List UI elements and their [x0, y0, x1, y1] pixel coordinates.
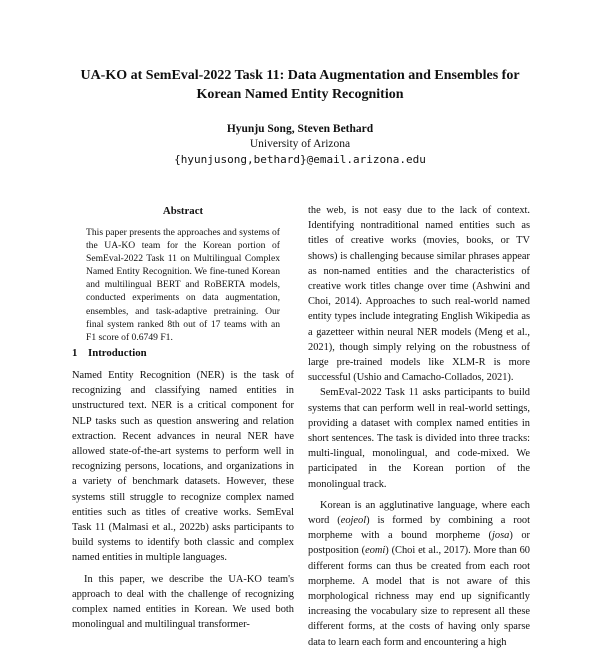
right-paragraph-3	[308, 498, 530, 650]
p3-text-c: ) or postposition (	[308, 530, 530, 557]
term-josa: josa	[492, 530, 510, 542]
title-line-2: Korean Named Entity Recognition	[196, 87, 404, 102]
intro-paragraph-2: In this paper, we describe the UA-KO team's approach to deal with the challenge of recognizing complex named entities in Korean. We used both monolingual and multilingual transformer-	[72, 573, 294, 631]
right-paragraph-1: the web, is not easy due to the lack of context. Identifying nontraditional named entities such as titles of creative works (movies, books, or TV shows) is challenging because similar phrases appear as non-named entities and the characteristics of creative work titles change over time (Ashwini and Choi, 2014). Approaches to such real-world named entity types include integrating English Wikipedia as a gazetteer within neural NER models (Meng et al., 2021), though simply relying on the robustness of large pre-trained models like XLM-R is more successful (Ushio and Camacho-Collados, 2021).	[308, 205, 530, 384]
author-email: {hyunjusong,bethard}@email.arizona.edu	[174, 153, 426, 166]
p3-text-a: Korean is an agglutinative language, where each word (	[308, 499, 530, 527]
section-number: 1	[72, 347, 78, 359]
paper-title	[40, 66, 560, 104]
title-line-1: UA-KO at SemEval-2022 Task 11: Data Augmentation and Ensembles for	[80, 68, 520, 83]
abstract-text	[86, 226, 280, 344]
author-block	[100, 122, 500, 167]
abstract-paragraph: This paper presents the approaches and systems of the UA-KO team for the Korean portion of SemEval-2022 Task 11 on Multilingual Complex Named Entity Recognition. We fine-tuned Korean and multilingual BERT and RoBERTA models, conducted experiments on data augmentation, ensembles, and task-adaptive pretraining. Our final system ranked 8th out of 17 teams with an F1 score of 0.6749 F1.	[86, 227, 280, 343]
left-column-body	[72, 368, 294, 632]
term-eomi: eomi	[365, 545, 386, 557]
term-eojeol: eojeol	[340, 515, 367, 527]
right-paragraph-2: SemEval-2022 Task 11 asks participants to build systems that can perform well in real-world settings, providing a dataset with complex named entities in short sentences. The task is divided into three tracks: multi-lingual, monolingual, and code-mixed. We participated in the Korean portion of the monolingual track.	[308, 387, 530, 490]
affiliation: University of Arizona	[249, 138, 351, 150]
right-column-body	[308, 203, 530, 650]
p3-text-b: ) is formed by combining a root morpheme with a bound morpheme (	[308, 515, 530, 542]
abstract-heading: Abstract	[162, 205, 204, 217]
intro-paragraph-1: Named Entity Recognition (NER) is the task of recognizing and classifying named entities in unstructured text. NER is a critical component for NLP tasks such as question answering and relation extraction. Recent advances in neural NER have allowed state-of-the-art systems to perform well in recognizing persons, locations, and organizations in a variety of benchmark datasets. However, these systems still struggle to recognize complex named entities such as titles of creative works. SemEval Task 11 (Malmasi et al., 2022b) asks participants to build systems to identify both classic and complex named entities in multiple languages.	[72, 370, 294, 564]
author-names: Hyunju Song, Steven Bethard	[226, 123, 374, 135]
section-heading	[72, 347, 294, 359]
p3-text-d: ) (Choi et al., 2017). More than 60 different forms can thus be created from each root morpheme. A model that is not aware of this morphological richness may end up significantly increasing the vocabulary size to represent all these different forms, at the costs of having only sparse data to learn each form and encountering a high	[308, 545, 530, 648]
section-title: Introduction	[88, 347, 147, 359]
